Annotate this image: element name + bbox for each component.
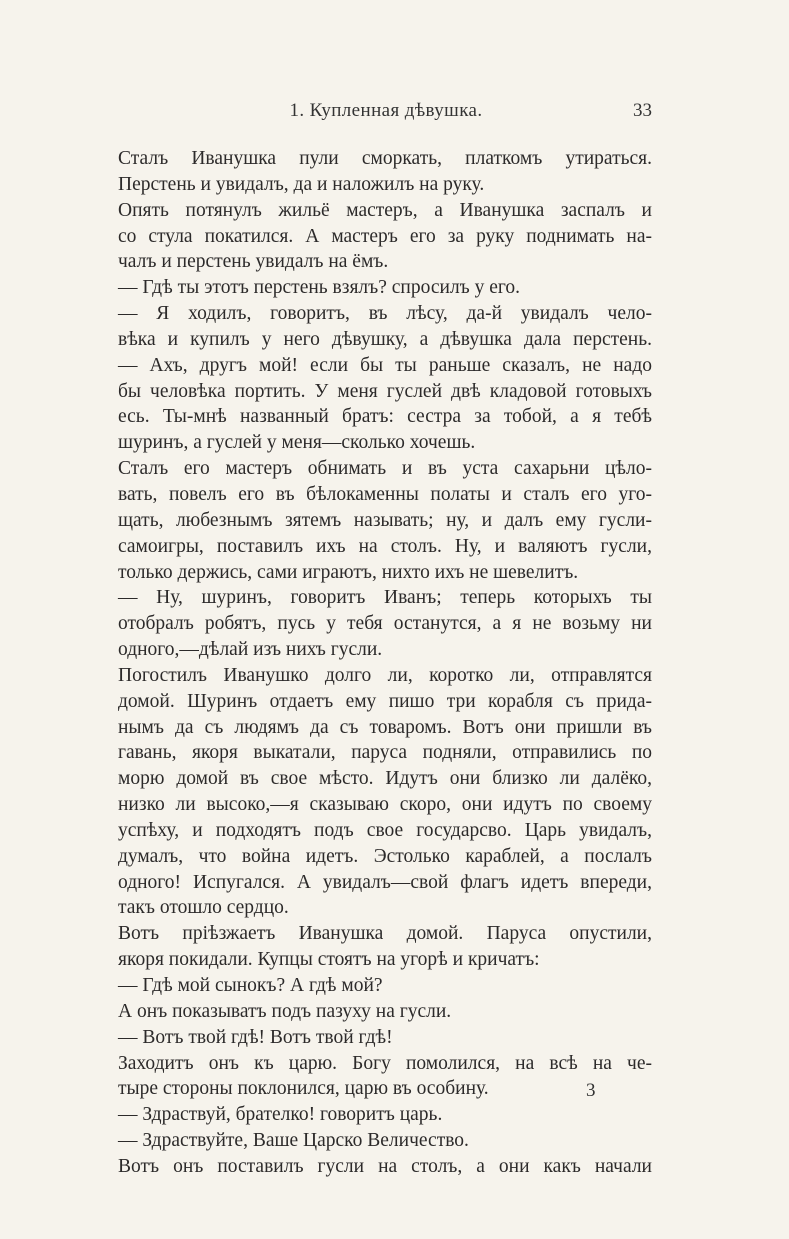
text-line: вѣка и купилъ у него дѣвушку, а дѣвушка дала перстень. [118, 328, 652, 350]
text-line: Опять потянулъ жильё мастеръ, а Иванушка заспалъ и [118, 199, 652, 221]
text-line: одного,—дѣлай изъ нихъ гусли. [118, 639, 383, 661]
page-number: 33 [633, 100, 652, 121]
text-line: домой. Шуринъ отдаетъ ему пишо три корабля съ прида- [118, 690, 652, 712]
running-head [120, 100, 652, 128]
text-line: — Гдѣ ты этотъ перстень взялъ? спросилъ у его. [118, 277, 521, 299]
text-line: такъ отошло сердцо. [118, 897, 289, 919]
text-line: тыре стороны поклонился, царю въ особину. [118, 1078, 489, 1100]
text-line: самоигры, поставилъ ихъ на столъ. Ну, и валяютъ гусли, [118, 535, 652, 557]
text-line: бы человѣка портить. У меня гуслей двѣ кладовой готовыхъ [118, 380, 652, 402]
text-line: морю домой въ свое мѣсто. Идутъ они близко ли далёко, [118, 768, 652, 790]
text-line: шуринъ, а гуслей у меня—сколько хочешь. [118, 432, 476, 454]
text-line: одного! Испугался. А увидалъ—свой флагъ идетъ впереди, [118, 871, 652, 893]
text-line: Заходитъ онъ къ царю. Богу помолился, на всѣ на че- [118, 1052, 652, 1074]
text-line: А онъ показыватъ подъ пазуху на гусли. [118, 1000, 452, 1022]
printer-signature-mark: 3 [586, 1080, 596, 1101]
text-line: Перстень и увидалъ, да и наложилъ на руку. [118, 173, 485, 195]
text-line: успѣху, и подходятъ подъ свое государсво. Царь увидалъ, [118, 819, 652, 841]
text-line: вать, повелъ его въ бѣлокаменны полаты и сталъ его уго- [118, 483, 652, 505]
text-line: — Здраствуйте, Ваше Царско Величество. [118, 1130, 469, 1152]
text-line: — Я ходилъ, говоритъ, въ лѣсу, да-й увидалъ чело- [118, 303, 652, 325]
text-line: Сталъ его мастеръ обнимать и въ уста сахарьни цѣло- [118, 458, 652, 480]
text-line: Вотъ онъ поставилъ гусли на столъ, а они какъ начали [118, 1155, 652, 1177]
text-line: Сталъ Иванушка пули сморкать, платкомъ утираться. [118, 148, 652, 169]
text-line: есь. Ты-мнѣ названный братъ: сестра за тобой, а я тебѣ [118, 406, 652, 428]
body-text [118, 146, 652, 1180]
text-line: щать, любезнымъ зятемъ называть; ну, и далъ ему гусли- [118, 509, 652, 531]
text-line: якоря покидали. Купцы стоятъ на угорѣ и кричатъ: [118, 949, 540, 971]
text-line: — Здраствуй, брателко! говоритъ царь. [118, 1104, 443, 1126]
text-line: чалъ и перстень увидалъ на ёмъ. [118, 251, 389, 273]
text-line: со стула покатился. А мастеръ его за руку поднимать на- [118, 225, 652, 247]
text-line: Вотъ прiѣзжаетъ Иванушка домой. Паруса опустили, [118, 923, 652, 945]
text-line: только держись, сами играютъ, нихто ихъ не шевелитъ. [118, 561, 579, 583]
text-line: отобралъ робятъ, пусь у тебя останутся, а я не возьму ни [118, 613, 652, 635]
text-line: думалъ, что война идетъ. Эстолько караблей, а послалъ [118, 845, 652, 867]
text-line: Погостилъ Иванушко долго ли, коротко ли, отправлятся [118, 664, 652, 686]
chapter-title: 1. Купленная дѣвушка. [289, 100, 483, 121]
text-line: — Вотъ твой гдѣ! Вотъ твой гдѣ! [118, 1026, 393, 1048]
text-line: — Гдѣ мой сынокъ? А гдѣ мой? [118, 975, 383, 996]
text-line: — Ну, шуринъ, говоритъ Иванъ; теперь которыхъ ты [118, 587, 652, 609]
text-line: нымъ да съ людямъ да съ товаромъ. Вотъ они пришли въ [118, 716, 652, 738]
text-line: — Ахъ, другъ мой! если бы ты раньше сказалъ, не надо [118, 354, 652, 376]
text-line: низко ли высоко,—я сказываю скоро, они идутъ по своему [118, 794, 652, 816]
text-line: гавань, якоря выкатали, паруса подняли, отправились по [118, 742, 652, 764]
